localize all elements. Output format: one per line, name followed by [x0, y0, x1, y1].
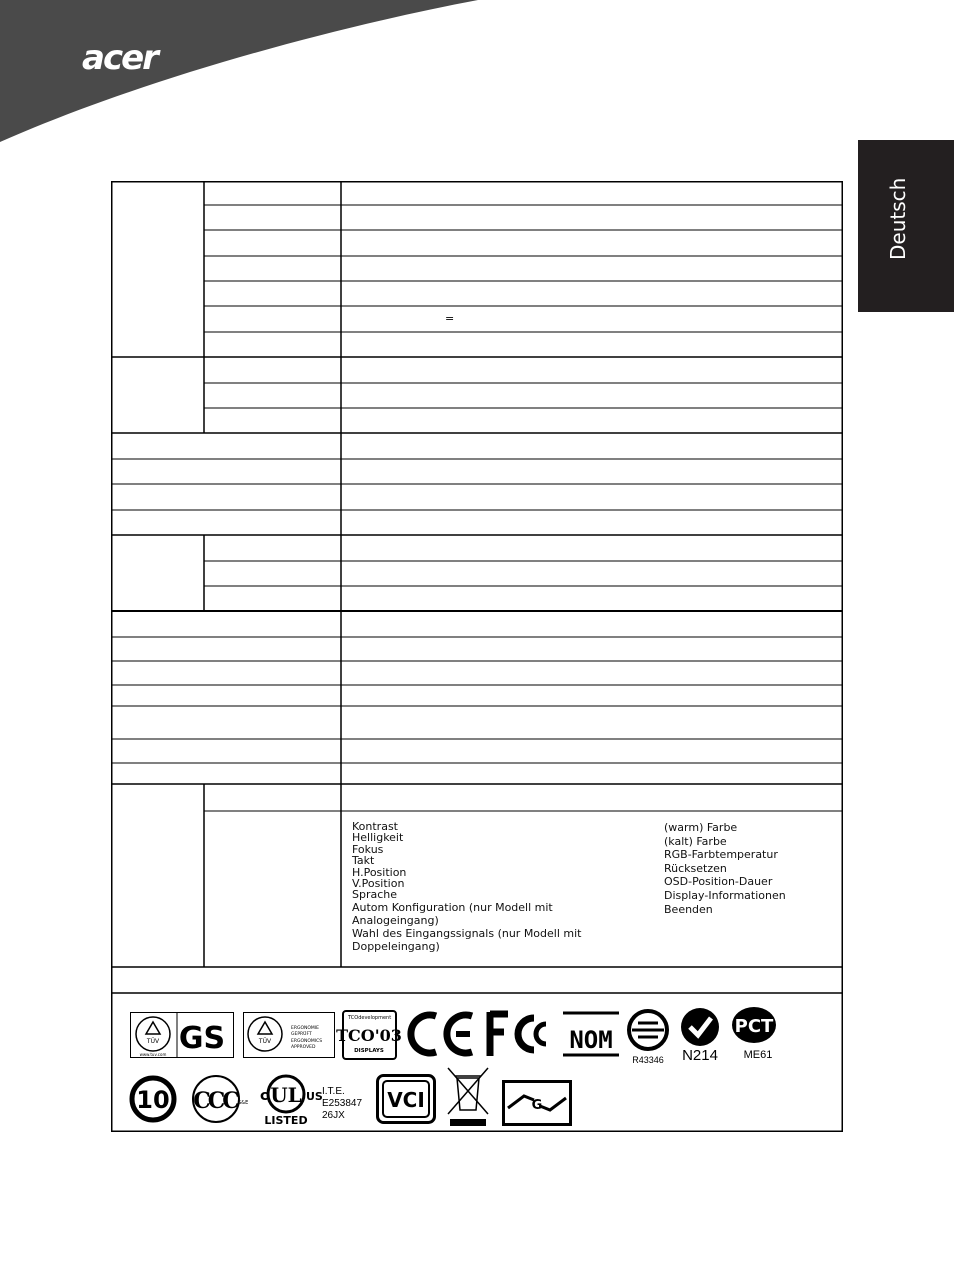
tuv-gs-logo: [130, 1012, 234, 1058]
osd-autom-config: [352, 901, 582, 953]
svg-text:CCC: CCC: [193, 1088, 237, 1114]
ul-listed-logo: [256, 1070, 366, 1128]
tuv-ergonomics-logo: [243, 1012, 335, 1058]
acer-logo: acer: [82, 38, 157, 78]
list-item: (kalt) Farbe: [664, 834, 727, 848]
list-item: Beenden: [664, 902, 713, 916]
svg-text:GEPRÜFT: GEPRÜFT: [291, 1032, 312, 1037]
list-item: Wahl des Eingangssignals (nur Modell mit: [352, 927, 582, 940]
list-item: Kontrast: [352, 820, 398, 833]
list-item: Sprache: [352, 888, 398, 902]
tco03-logo: [336, 1010, 402, 1060]
svg-text:TCO'03: TCO'03: [336, 1026, 402, 1045]
g-mark-logo: [502, 1080, 572, 1126]
svg-text:ME61: ME61: [743, 1049, 773, 1061]
list-item: V.Position: [352, 877, 405, 891]
svg-text:DISPLAYS: DISPLAYS: [354, 1048, 384, 1054]
svg-text:TÜV: TÜV: [258, 1038, 272, 1045]
list-item: (warm) Farbe: [664, 821, 738, 834]
list-item: Autom Konfiguration (nur Modell mit: [352, 901, 553, 914]
list-item: Display-Informationen: [664, 888, 786, 902]
list-item: Takt: [352, 854, 375, 868]
svg-text:NOM: NOM: [569, 1026, 613, 1054]
svg-text:G: G: [531, 1098, 543, 1113]
fcc-logo: [488, 1010, 554, 1058]
svg-text:10: 10: [136, 1086, 170, 1114]
china-rohs-10-logo: [124, 1072, 182, 1126]
list-item: RGB-Farbtemperatur: [664, 848, 778, 862]
nom-logo: [563, 1010, 619, 1058]
svg-text:S&E: S&E: [238, 1100, 249, 1106]
list-item: Rücksetzen: [664, 861, 727, 875]
list-item: Helligkeit: [352, 831, 404, 845]
list-item: Doppeleingang): [352, 940, 440, 953]
svg-text:VCI: VCI: [387, 1088, 425, 1112]
list-item: Fokus: [352, 842, 384, 856]
ce-logo: [406, 1010, 478, 1058]
osd-left-list: [352, 821, 406, 901]
svg-text:PCT: PCT: [734, 1016, 774, 1037]
svg-text:ERGONOMICS: ERGONOMICS: [291, 1039, 323, 1044]
svg-text:US: US: [306, 1090, 323, 1103]
svg-text:www.tuv.com: www.tuv.com: [139, 1052, 167, 1057]
svg-text:UL: UL: [270, 1083, 302, 1107]
svg-text:26JX: 26JX: [322, 1110, 345, 1121]
equals-sign: =: [445, 312, 455, 325]
svg-text:R43346: R43346: [632, 1055, 664, 1065]
c-tick-logo: [678, 1006, 724, 1064]
svg-text:N214: N214: [682, 1047, 718, 1064]
vcci-logo: [376, 1074, 436, 1124]
language-tab-label: Deutsch: [886, 177, 910, 260]
svg-text:APPROVED: APPROVED: [291, 1045, 316, 1050]
list-item: OSD-Position-Dauer: [664, 875, 773, 889]
svg-text:I.T.E.: I.T.E.: [322, 1086, 345, 1097]
svg-text:E253847: E253847: [322, 1098, 363, 1109]
svg-text:ERGONOMIE: ERGONOMIE: [291, 1026, 319, 1031]
svg-text:c: c: [260, 1088, 269, 1104]
pct-logo: [730, 1004, 786, 1062]
svg-text:TCOdevelopment: TCOdevelopment: [348, 1015, 392, 1021]
osd-right-list: [664, 821, 786, 916]
table-border: [112, 182, 843, 1132]
tuv-text: TÜV: [146, 1038, 160, 1045]
spec-table-grid: [111, 181, 843, 1132]
gost-logo: [624, 1008, 672, 1066]
list-item: Analogeingang): [352, 914, 439, 927]
spec-table: [111, 181, 843, 1132]
list-item: H.Position: [352, 865, 407, 879]
language-tab: [858, 140, 954, 312]
header-swoosh: [0, 0, 478, 142]
svg-text:LISTED: LISTED: [264, 1114, 308, 1127]
weee-bin-icon: [444, 1064, 492, 1128]
gs-text: GS: [178, 1021, 226, 1056]
ccc-logo: [188, 1074, 250, 1124]
